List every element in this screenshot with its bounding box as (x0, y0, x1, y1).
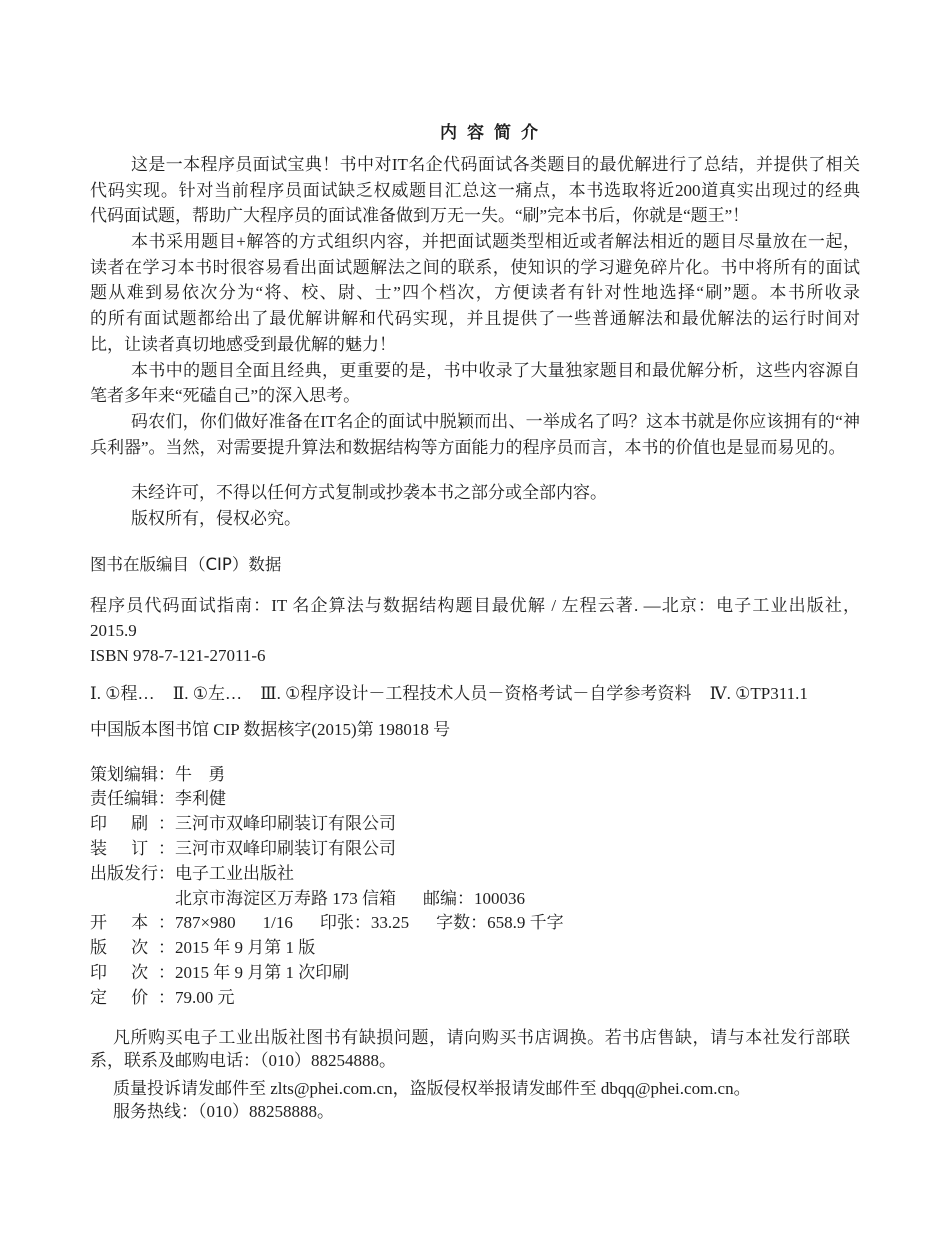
intro-p1-line-1: 这是一本程序员面试宝典！书中对IT名企代码面试各类题目的最优解进行了总结，并提供了相关 (131, 155, 860, 174)
colophon-label: 开 本： (90, 913, 175, 933)
colophon-value: 2015 年 9 月第 1 版 (175, 938, 316, 958)
colophon-label: 印 次： (90, 962, 175, 982)
colophon-row-printing (90, 812, 564, 837)
notice-line-2: 版权所有，侵权必究。 (131, 508, 301, 528)
intro-p4-line-2: 兵利器”。当然，对需要提升算法和数据结构等方面能力的程序员而言，本书的价值也是显而易见的。 (90, 437, 846, 457)
intro-p2-line-1: 本书采用题目+解答的方式组织内容，并把面试题类型相近或者解法相近的题目尽量放在一起， (131, 232, 860, 252)
notice-line-1: 未经许可，不得以任何方式复制或抄袭本书之部分或全部内容。 (131, 483, 607, 502)
format-words: 字数：658.9 千字 (436, 913, 564, 933)
cip-isbn: ISBN 978-7-121-27011-6 (90, 645, 266, 665)
purchase-line-2: 系，联系及邮购电话：（010）88254888。 (90, 1050, 396, 1070)
colophon-row-planning-editor (90, 763, 564, 788)
intro-p2-line-4: 的所有面试题都给出了最优解讲解和代码实现，并且提供了一些普通解法和最优解法的运行时间对 (90, 309, 860, 329)
colophon-label: 印 刷： (90, 814, 175, 834)
intro-p1-line-3: 代码面试题，帮助广大程序员的面试准备做到万无一失。“刷”完本书后，你就是“题王”！ (90, 206, 750, 226)
contact-info (90, 1078, 751, 1123)
colophon-row-impression (90, 961, 564, 986)
intro-p2-line-2: 读者在学习本书时很容易看出面试题解法之间的联系，使知识的学习避免碎片化。书中将所有的面试 (90, 257, 860, 277)
cip-class-segment: Ⅰ. ①程… (90, 683, 155, 703)
cip-number: 中国版本图书馆 CIP 数据核字(2015)第 198018 号 (90, 719, 451, 739)
colophon (90, 763, 564, 1011)
colophon-row-price (90, 986, 564, 1011)
service-hotline: 服务热线：（010）88258888。 (113, 1101, 334, 1121)
colophon-row-edition (90, 936, 564, 961)
colophon-row-format (90, 911, 564, 936)
colophon-label: 责任编辑： (90, 789, 175, 809)
colophon-row-address (90, 887, 564, 912)
colophon-row-publisher (90, 862, 564, 887)
intro-p3-line-1: 本书中的题目全面且经典，更重要的是，书中收录了大量独家题目和最优解分析，这些内容源自 (131, 360, 860, 380)
intro-text (90, 152, 860, 460)
colophon-row-responsible-editor (90, 787, 564, 812)
intro-p1-line-2: 代码实现。针对当前程序员面试缺乏权威题目汇总这一痛点，本书选取将近200道真实出现过的经典 (90, 180, 860, 200)
colophon-label: 装 订： (90, 838, 175, 858)
cip-record-line-1: 程序员代码面试指南：IT 名企算法与数据结构题目最优解 / 左程云著. —北京：电子工业出版社， (90, 595, 860, 615)
complaint-email-line: 质量投诉请发邮件至 zlts@phei.com.cn，盗版侵权举报请发邮件至 dbqq@phei.com.cn。 (113, 1079, 751, 1098)
colophon-label: 定 价： (90, 987, 175, 1007)
format-size: 787×980 (175, 913, 236, 933)
intro-p4-line-1: 码农们，你们做好准备在IT名企的面试中脱颖而出、一举成名了吗？这本书就是你应该拥有的“神 (131, 411, 860, 431)
colophon-value: 79.00 元 (175, 987, 235, 1007)
colophon-label: 策划编辑： (90, 764, 175, 784)
colophon-value: 2015 年 9 月第 1 次印刷 (175, 962, 350, 982)
purchase-line-1: 凡所购买电子工业出版社图书有缺损问题，请向购买书店调换。若书店售缺，请与本社发行部联 (113, 1028, 850, 1047)
cip-class-segment: Ⅳ. ①TP311.1 (709, 683, 808, 703)
cip-record-line-2: 2015.9 (90, 620, 137, 640)
cip-class-segment: Ⅲ. ①程序设计－工程技术人员－资格考试－自学参考资料 (260, 683, 692, 703)
colophon-label: 出版发行： (90, 863, 175, 883)
colophon-row-binding (90, 837, 564, 862)
copyright-notice (131, 480, 607, 531)
format-sheets: 印张：33.25 (319, 913, 410, 933)
colophon-label: 版 次： (90, 938, 175, 958)
cip-heading: 图书在版编目（CIP）数据 (90, 555, 282, 574)
colophon-value: 三河市双峰印刷装订有限公司 (175, 838, 396, 858)
intro-p2-line-5: 比，让读者真切地感受到最优解的魅力！ (90, 334, 396, 354)
colophon-value: 三河市双峰印刷装订有限公司 (175, 814, 396, 834)
colophon-value: 电子工业出版社 (175, 863, 294, 883)
publisher-postcode: 邮编：100036 (423, 888, 525, 908)
publisher-address: 北京市海淀区万寿路 173 信箱 (175, 888, 396, 908)
intro-p3-line-2: 笔者多年来“死磕自己”的深入思考。 (90, 386, 361, 406)
cip-class-segment: Ⅱ. ①左… (172, 683, 243, 703)
cip-record (90, 593, 860, 668)
purchase-notice (90, 1027, 850, 1072)
colophon-value: 牛 勇 (175, 764, 226, 784)
format-fold: 1/16 (262, 913, 293, 933)
intro-p2-line-3: 题从难到易依次分为“将、校、尉、士”四个档次，方便读者有针对性地选择“刷”题。本书所收录 (90, 283, 860, 303)
cip-classification (90, 681, 808, 706)
colophon-value: 李利健 (175, 789, 226, 809)
section-title: 内容简介 (440, 123, 548, 143)
